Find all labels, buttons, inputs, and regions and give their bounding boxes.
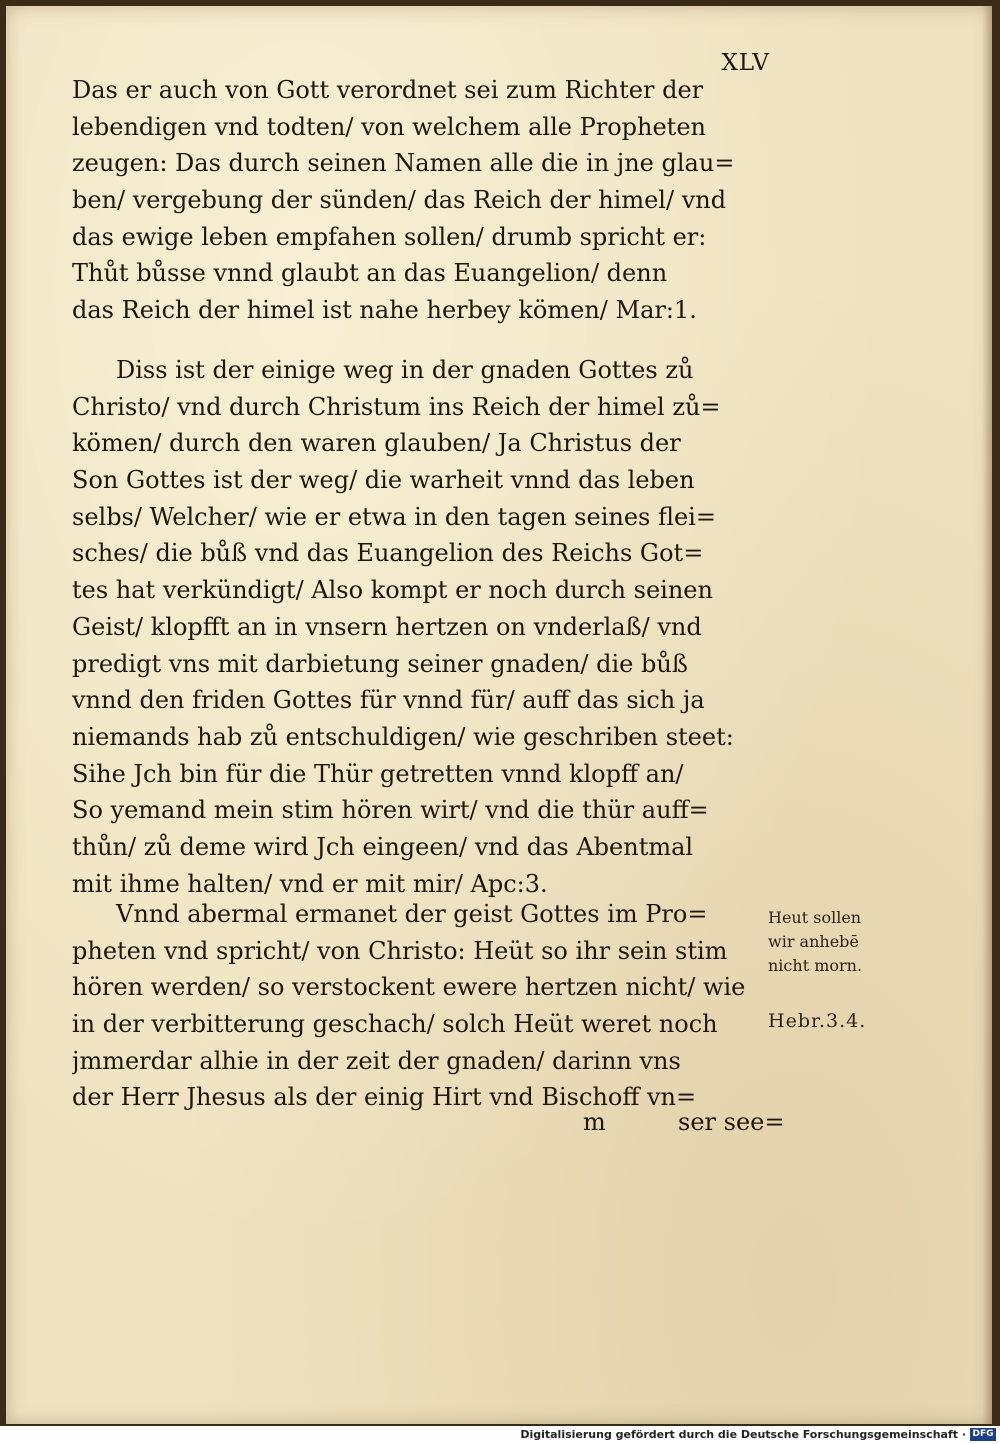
text-line: hören werden/ so verstockent ewere hertzen nicht/ wie [72, 973, 746, 1002]
margin-reference: Hebr.3.4. [768, 1010, 867, 1032]
dfg-logo: DFG [970, 1428, 996, 1441]
text-line: Christo/ vnd durch Christum ins Reich der himel zů= [72, 392, 721, 421]
text-line: predigt vns mit darbietung seiner gnaden/ die bůß [72, 649, 688, 678]
text-line: Thůt bůsse vnnd glaubt an das Euangelion/ denn [72, 259, 668, 288]
text-line: niemands hab zů entschuldigen/ wie geschriben steet: [72, 722, 734, 751]
text-line: Sihe Jch bin für die Thür getretten vnnd klopff an/ [72, 759, 684, 788]
paragraph-1 [72, 72, 772, 329]
signature-mark: m [583, 1108, 606, 1136]
catchword: ser see= [678, 1108, 785, 1136]
footer-bar [0, 1426, 1000, 1444]
text-line: vnnd den friden Gottes für vnnd für/ auff das sich ja [72, 686, 705, 715]
text-line: in der verbitterung geschach/ solch Heüt weret noch [72, 1010, 718, 1039]
folio-number: XLV [721, 50, 770, 76]
margin-note-line: nicht morn. [768, 956, 863, 975]
margin-note-line: Heut sollen [768, 908, 862, 927]
funding-credit: Digitalisierung gefördert durch die Deutsche Forschungsgemeinschaft · [520, 1428, 966, 1441]
text-line: selbs/ Welcher/ wie er etwa in den tagen seines flei= [72, 502, 716, 531]
page-edge-shadow [982, 6, 992, 1424]
text-line: zeugen: Das durch seinen Namen alle die in jne glau= [72, 149, 735, 178]
margin-note [768, 906, 928, 978]
text-line: lebendigen vnd todten/ von welchem alle Propheten [72, 112, 706, 141]
text-line: Geist/ klopfft an in vnsern hertzen on vnderlaß/ vnd [72, 612, 702, 641]
text-line: Das er auch von Gott verordnet sei zum Richter der [72, 76, 704, 104]
paragraph-3 [72, 896, 772, 1116]
text-line: sches/ die bůß vnd das Euangelion des Reichs Got= [72, 539, 704, 568]
text-line: das ewige leben empfahen sollen/ drumb spricht er: [72, 222, 707, 251]
text-line: Diss ist der einige weg in der gnaden Gottes zů [116, 356, 694, 384]
text-line: Vnnd abermal ermanet der geist Gottes im Pro= [116, 900, 708, 928]
margin-note-line: wir anhebē [768, 932, 859, 951]
text-line: ben/ vergebung der sünden/ das Reich der himel/ vnd [72, 186, 727, 215]
text-line: der Herr Jhesus als der einig Hirt vnd Bischoff vn= [72, 1083, 697, 1112]
text-line: das Reich der himel ist nahe herbey kömen/ Mar:1. [72, 296, 697, 325]
text-line: kömen/ durch den waren glauben/ Ja Christus der [72, 429, 681, 458]
paragraph-2 [72, 352, 772, 902]
text-line: tes hat verkündigt/ Also kompt er noch durch seinen [72, 576, 713, 605]
text-line: Son Gottes ist der weg/ die warheit vnnd das leben [72, 466, 695, 495]
text-line: pheten vnd spricht/ von Christo: Heüt so ihr sein stim [72, 936, 728, 965]
text-line: mit ihme halten/ vnd er mit mir/ Apc:3. [72, 869, 548, 898]
text-line: So yemand mein stim hören wirt/ vnd die thür auff= [72, 796, 709, 825]
text-line: jmmerdar alhie in der zeit der gnaden/ darinn vns [72, 1046, 681, 1075]
text-line: thůn/ zů deme wird Jch eingeen/ vnd das Abentmal [72, 832, 694, 861]
